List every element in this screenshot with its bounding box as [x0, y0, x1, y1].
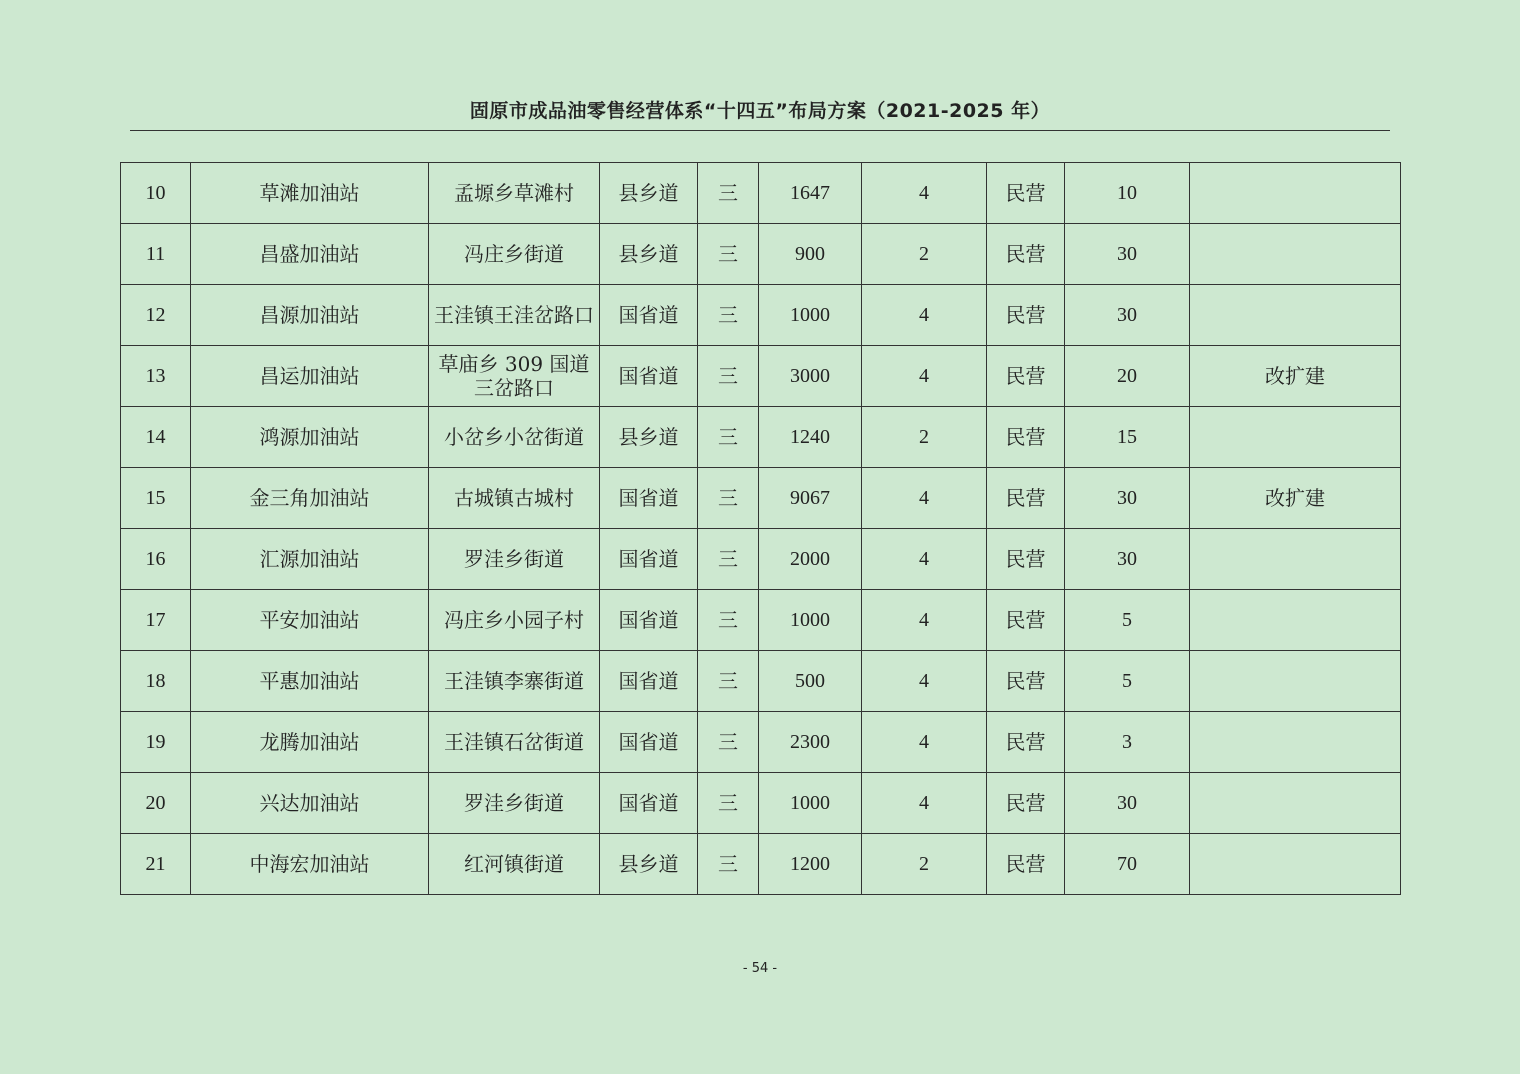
- station-name-cell: 鸿源加油站: [191, 407, 429, 468]
- table-row: [121, 346, 1401, 407]
- ownership-cell: 民营: [987, 773, 1065, 834]
- station-name-cell: 龙腾加油站: [191, 712, 429, 773]
- location-cell: 王洼镇李寨街道: [429, 651, 600, 712]
- area-cell: 2000: [759, 529, 862, 590]
- area-cell: 2300: [759, 712, 862, 773]
- remark-cell: [1190, 590, 1401, 651]
- station-name-cell: 平安加油站: [191, 590, 429, 651]
- capacity-cell: 10: [1065, 163, 1190, 224]
- road-type-cell: 国省道: [600, 651, 698, 712]
- location-cell: 王洼镇王洼岔路口: [429, 285, 600, 346]
- station-name-cell: 兴达加油站: [191, 773, 429, 834]
- road-type-cell: 县乡道: [600, 407, 698, 468]
- location-cell: 王洼镇石岔街道: [429, 712, 600, 773]
- fuel-dispensers-cell: 4: [862, 529, 987, 590]
- fuel-dispensers-cell: 4: [862, 346, 987, 407]
- area-cell: 1000: [759, 285, 862, 346]
- ownership-cell: 民营: [987, 468, 1065, 529]
- location-cell: 红河镇街道: [429, 834, 600, 895]
- grade-cell: 三: [698, 407, 759, 468]
- remark-cell: [1190, 163, 1401, 224]
- ownership-cell: 民营: [987, 224, 1065, 285]
- table-row: [121, 468, 1401, 529]
- ownership-cell: 民营: [987, 834, 1065, 895]
- road-type-cell: 县乡道: [600, 224, 698, 285]
- grade-cell: 三: [698, 346, 759, 407]
- capacity-cell: 5: [1065, 590, 1190, 651]
- road-type-cell: 国省道: [600, 712, 698, 773]
- ownership-cell: 民营: [987, 163, 1065, 224]
- location-cell: 冯庄乡小园子村: [429, 590, 600, 651]
- ownership-cell: 民营: [987, 346, 1065, 407]
- area-cell: 3000: [759, 346, 862, 407]
- remark-cell: [1190, 285, 1401, 346]
- fuel-dispensers-cell: 4: [862, 712, 987, 773]
- row-number-cell: 17: [121, 590, 191, 651]
- fuel-dispensers-cell: 4: [862, 163, 987, 224]
- row-number-cell: 10: [121, 163, 191, 224]
- ownership-cell: 民营: [987, 590, 1065, 651]
- grade-cell: 三: [698, 529, 759, 590]
- remark-cell: [1190, 407, 1401, 468]
- fuel-dispensers-cell: 2: [862, 407, 987, 468]
- table-row: [121, 529, 1401, 590]
- fuel-dispensers-cell: 4: [862, 468, 987, 529]
- row-number-cell: 19: [121, 712, 191, 773]
- grade-cell: 三: [698, 834, 759, 895]
- area-cell: 1200: [759, 834, 862, 895]
- remark-cell: [1190, 773, 1401, 834]
- area-cell: 1000: [759, 773, 862, 834]
- remark-cell: [1190, 651, 1401, 712]
- grade-cell: 三: [698, 163, 759, 224]
- capacity-cell: 5: [1065, 651, 1190, 712]
- fuel-dispensers-cell: 4: [862, 773, 987, 834]
- road-type-cell: 国省道: [600, 773, 698, 834]
- station-name-cell: 中海宏加油站: [191, 834, 429, 895]
- grade-cell: 三: [698, 285, 759, 346]
- location-cell: 孟塬乡草滩村: [429, 163, 600, 224]
- table-row: [121, 590, 1401, 651]
- table-row: [121, 773, 1401, 834]
- table-row: [121, 834, 1401, 895]
- table-row: [121, 407, 1401, 468]
- location-cell: 罗洼乡街道: [429, 529, 600, 590]
- station-name-cell: 金三角加油站: [191, 468, 429, 529]
- grade-cell: 三: [698, 773, 759, 834]
- grade-cell: 三: [698, 712, 759, 773]
- station-name-cell: 昌盛加油站: [191, 224, 429, 285]
- station-name-cell: 昌运加油站: [191, 346, 429, 407]
- road-type-cell: 县乡道: [600, 834, 698, 895]
- grade-cell: 三: [698, 651, 759, 712]
- road-type-cell: 国省道: [600, 529, 698, 590]
- page-number: - 54 -: [742, 961, 778, 976]
- row-number-cell: 20: [121, 773, 191, 834]
- remark-cell: [1190, 834, 1401, 895]
- capacity-cell: 15: [1065, 407, 1190, 468]
- remark-cell: 改扩建: [1190, 468, 1401, 529]
- row-number-cell: 21: [121, 834, 191, 895]
- row-number-cell: 11: [121, 224, 191, 285]
- capacity-cell: 30: [1065, 529, 1190, 590]
- ownership-cell: 民营: [987, 712, 1065, 773]
- capacity-cell: 30: [1065, 285, 1190, 346]
- row-number-cell: 16: [121, 529, 191, 590]
- table-row: [121, 224, 1401, 285]
- ownership-cell: 民营: [987, 529, 1065, 590]
- station-name-cell: 平惠加油站: [191, 651, 429, 712]
- gas-station-table: [120, 162, 1401, 895]
- remark-cell: [1190, 529, 1401, 590]
- road-type-cell: 县乡道: [600, 163, 698, 224]
- road-type-cell: 国省道: [600, 590, 698, 651]
- grade-cell: 三: [698, 468, 759, 529]
- capacity-cell: 70: [1065, 834, 1190, 895]
- row-number-cell: 15: [121, 468, 191, 529]
- grade-cell: 三: [698, 590, 759, 651]
- location-cell: 古城镇古城村: [429, 468, 600, 529]
- capacity-cell: 30: [1065, 773, 1190, 834]
- document-title: 固原市成品油零售经营体系“十四五”布局方案（2021-2025 年）: [469, 100, 1051, 122]
- remark-cell: [1190, 224, 1401, 285]
- ownership-cell: 民营: [987, 285, 1065, 346]
- fuel-dispensers-cell: 2: [862, 834, 987, 895]
- location-cell: 冯庄乡街道: [429, 224, 600, 285]
- row-number-cell: 14: [121, 407, 191, 468]
- capacity-cell: 3: [1065, 712, 1190, 773]
- table-body: [121, 163, 1401, 895]
- table-row: [121, 651, 1401, 712]
- area-cell: 1647: [759, 163, 862, 224]
- road-type-cell: 国省道: [600, 346, 698, 407]
- fuel-dispensers-cell: 4: [862, 285, 987, 346]
- location-cell: 小岔乡小岔街道: [429, 407, 600, 468]
- station-name-cell: 昌源加油站: [191, 285, 429, 346]
- row-number-cell: 12: [121, 285, 191, 346]
- capacity-cell: 30: [1065, 468, 1190, 529]
- road-type-cell: 国省道: [600, 285, 698, 346]
- location-cell: 罗洼乡街道: [429, 773, 600, 834]
- area-cell: 500: [759, 651, 862, 712]
- fuel-dispensers-cell: 2: [862, 224, 987, 285]
- table-row: [121, 163, 1401, 224]
- remark-cell: 改扩建: [1190, 346, 1401, 407]
- area-cell: 1000: [759, 590, 862, 651]
- row-number-cell: 13: [121, 346, 191, 407]
- table-row: [121, 285, 1401, 346]
- page-header: [130, 92, 1390, 131]
- capacity-cell: 20: [1065, 346, 1190, 407]
- fuel-dispensers-cell: 4: [862, 651, 987, 712]
- grade-cell: 三: [698, 224, 759, 285]
- area-cell: 1240: [759, 407, 862, 468]
- ownership-cell: 民营: [987, 651, 1065, 712]
- ownership-cell: 民营: [987, 407, 1065, 468]
- capacity-cell: 30: [1065, 224, 1190, 285]
- location-cell: 草庙乡 309 国道三岔路口: [429, 346, 600, 407]
- station-name-cell: 草滩加油站: [191, 163, 429, 224]
- station-name-cell: 汇源加油站: [191, 529, 429, 590]
- row-number-cell: 18: [121, 651, 191, 712]
- fuel-dispensers-cell: 4: [862, 590, 987, 651]
- road-type-cell: 国省道: [600, 468, 698, 529]
- remark-cell: [1190, 712, 1401, 773]
- area-cell: 900: [759, 224, 862, 285]
- table-row: [121, 712, 1401, 773]
- area-cell: 9067: [759, 468, 862, 529]
